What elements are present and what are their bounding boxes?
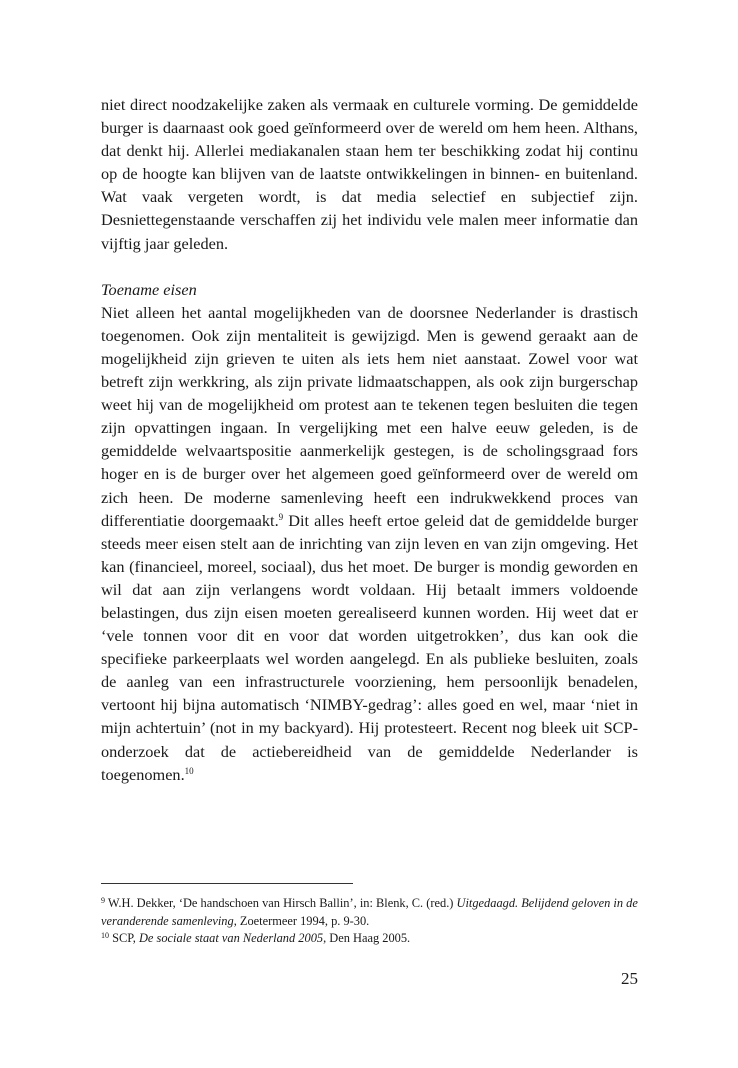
footnote-divider: [101, 883, 353, 884]
footnote-10: [101, 930, 638, 948]
footnote-ref-10[interactable]: 10: [184, 765, 194, 776]
footnote-text-end: , Den Haag 2005.: [323, 931, 411, 946]
footnote-number: 10: [101, 931, 109, 941]
footnote-9: [101, 895, 638, 930]
body-text: [101, 93, 638, 786]
paragraph-main-part-2: Dit alles heeft ertoe geleid dat de gemiddelde burger steeds meer eisen stelt aan de inrichting van zijn leven en van zijn omgeving. Het kan (financieel, moreel, sociaal), dus het moet. De burger is mondig geworden en wil dat aan zijn verlangens wordt voldaan. Hij betaalt immers voldoende belastingen, dus zijn eisen moeten gerealiseerd kunnen worden. Hij weet dat er ‘vele tonnen voor dit en voor dat worden uitgetrokken’, dus kan ook die specifieke parkeerplaats wel worden aangelegd. En als publieke besluiten, zoals de aanleg van een infrastructurele voorziening, hem persoonlijk benadelen, vertoont hij bijna automatisch ‘NIMBY-gedrag’: alles goed en wel, maar ‘niet in mijn achtertuin’ (not in my backyard). Hij protesteert. Recent nog bleek uit SCP-onderzoek dat de actiebereidheid van de gemiddelde Nederlander is toegenomen.: [101, 510, 638, 784]
paragraph-intro: niet direct noodzakelijke zaken als vermaak en culturele vorming. De gemiddelde burger is daarnaast ook goed geïnformeerd over de wereld om hem heen. Althans, dat denkt hij. Allerlei mediakanalen staan hem ter beschikking zodat hij continu op de hoogte kan blijven van de laatste ontwikkelingen in binnen- en buitenland. Wat vaak vergeten wordt, is dat media selectief en subjectief zijn. Desniettegenstaande verschaffen zij het individu vele malen meer informatie dan vijftig jaar geleden.: [101, 95, 638, 253]
footnote-number: 9: [101, 896, 105, 905]
paragraph-main: [101, 301, 638, 786]
footnote-title: De sociale staat van Nederland 2005: [138, 931, 324, 946]
footnote-text: SCP,: [109, 931, 139, 946]
footnote-ref-9[interactable]: 9: [278, 511, 284, 522]
footnote-text: W.H. Dekker, ‘De handschoen van Hirsch Ballin’, in: Blenk, C. (red.): [105, 896, 457, 910]
page-number: 25: [621, 969, 638, 988]
section-heading: Toename eisen: [101, 279, 197, 299]
paragraph-main-part-1: Niet alleen het aantal mogelijkheden van de doorsnee Nederlander is drastisch toegenomen. Ook zijn mentaliteit is gewijzigd. Men is gewend geraakt aan de mogelijkheid zijn grieven te uiten als iets hem niet aanstaat. Zowel voor wat betreft zijn werkkring, als zijn private lidmaatschappen, als ook zijn burgerschap weet hij van de mogelijkheid om protest aan te tekenen tegen besluiten die tegen zijn opvattingen ingaan. In vergelijking met een halve eeuw geleden, is de gemiddelde welvaartspositie aanmerkelijk gestegen, is de scholingsgraad fors hoger en is de burger over het algemeen goed geïnformeerd over de wereld om zich heen. De moderne samenleving heeft een indrukwekkend proces van differentiatie doorgemaakt.: [101, 302, 638, 530]
footnote-text-end: , Zoetermeer 1994, p. 9-30.: [233, 913, 370, 928]
footnote-title: Uitgedaagd. Belijdend geloven in de veranderende samenleving: [101, 896, 638, 928]
footnotes: [101, 895, 638, 948]
